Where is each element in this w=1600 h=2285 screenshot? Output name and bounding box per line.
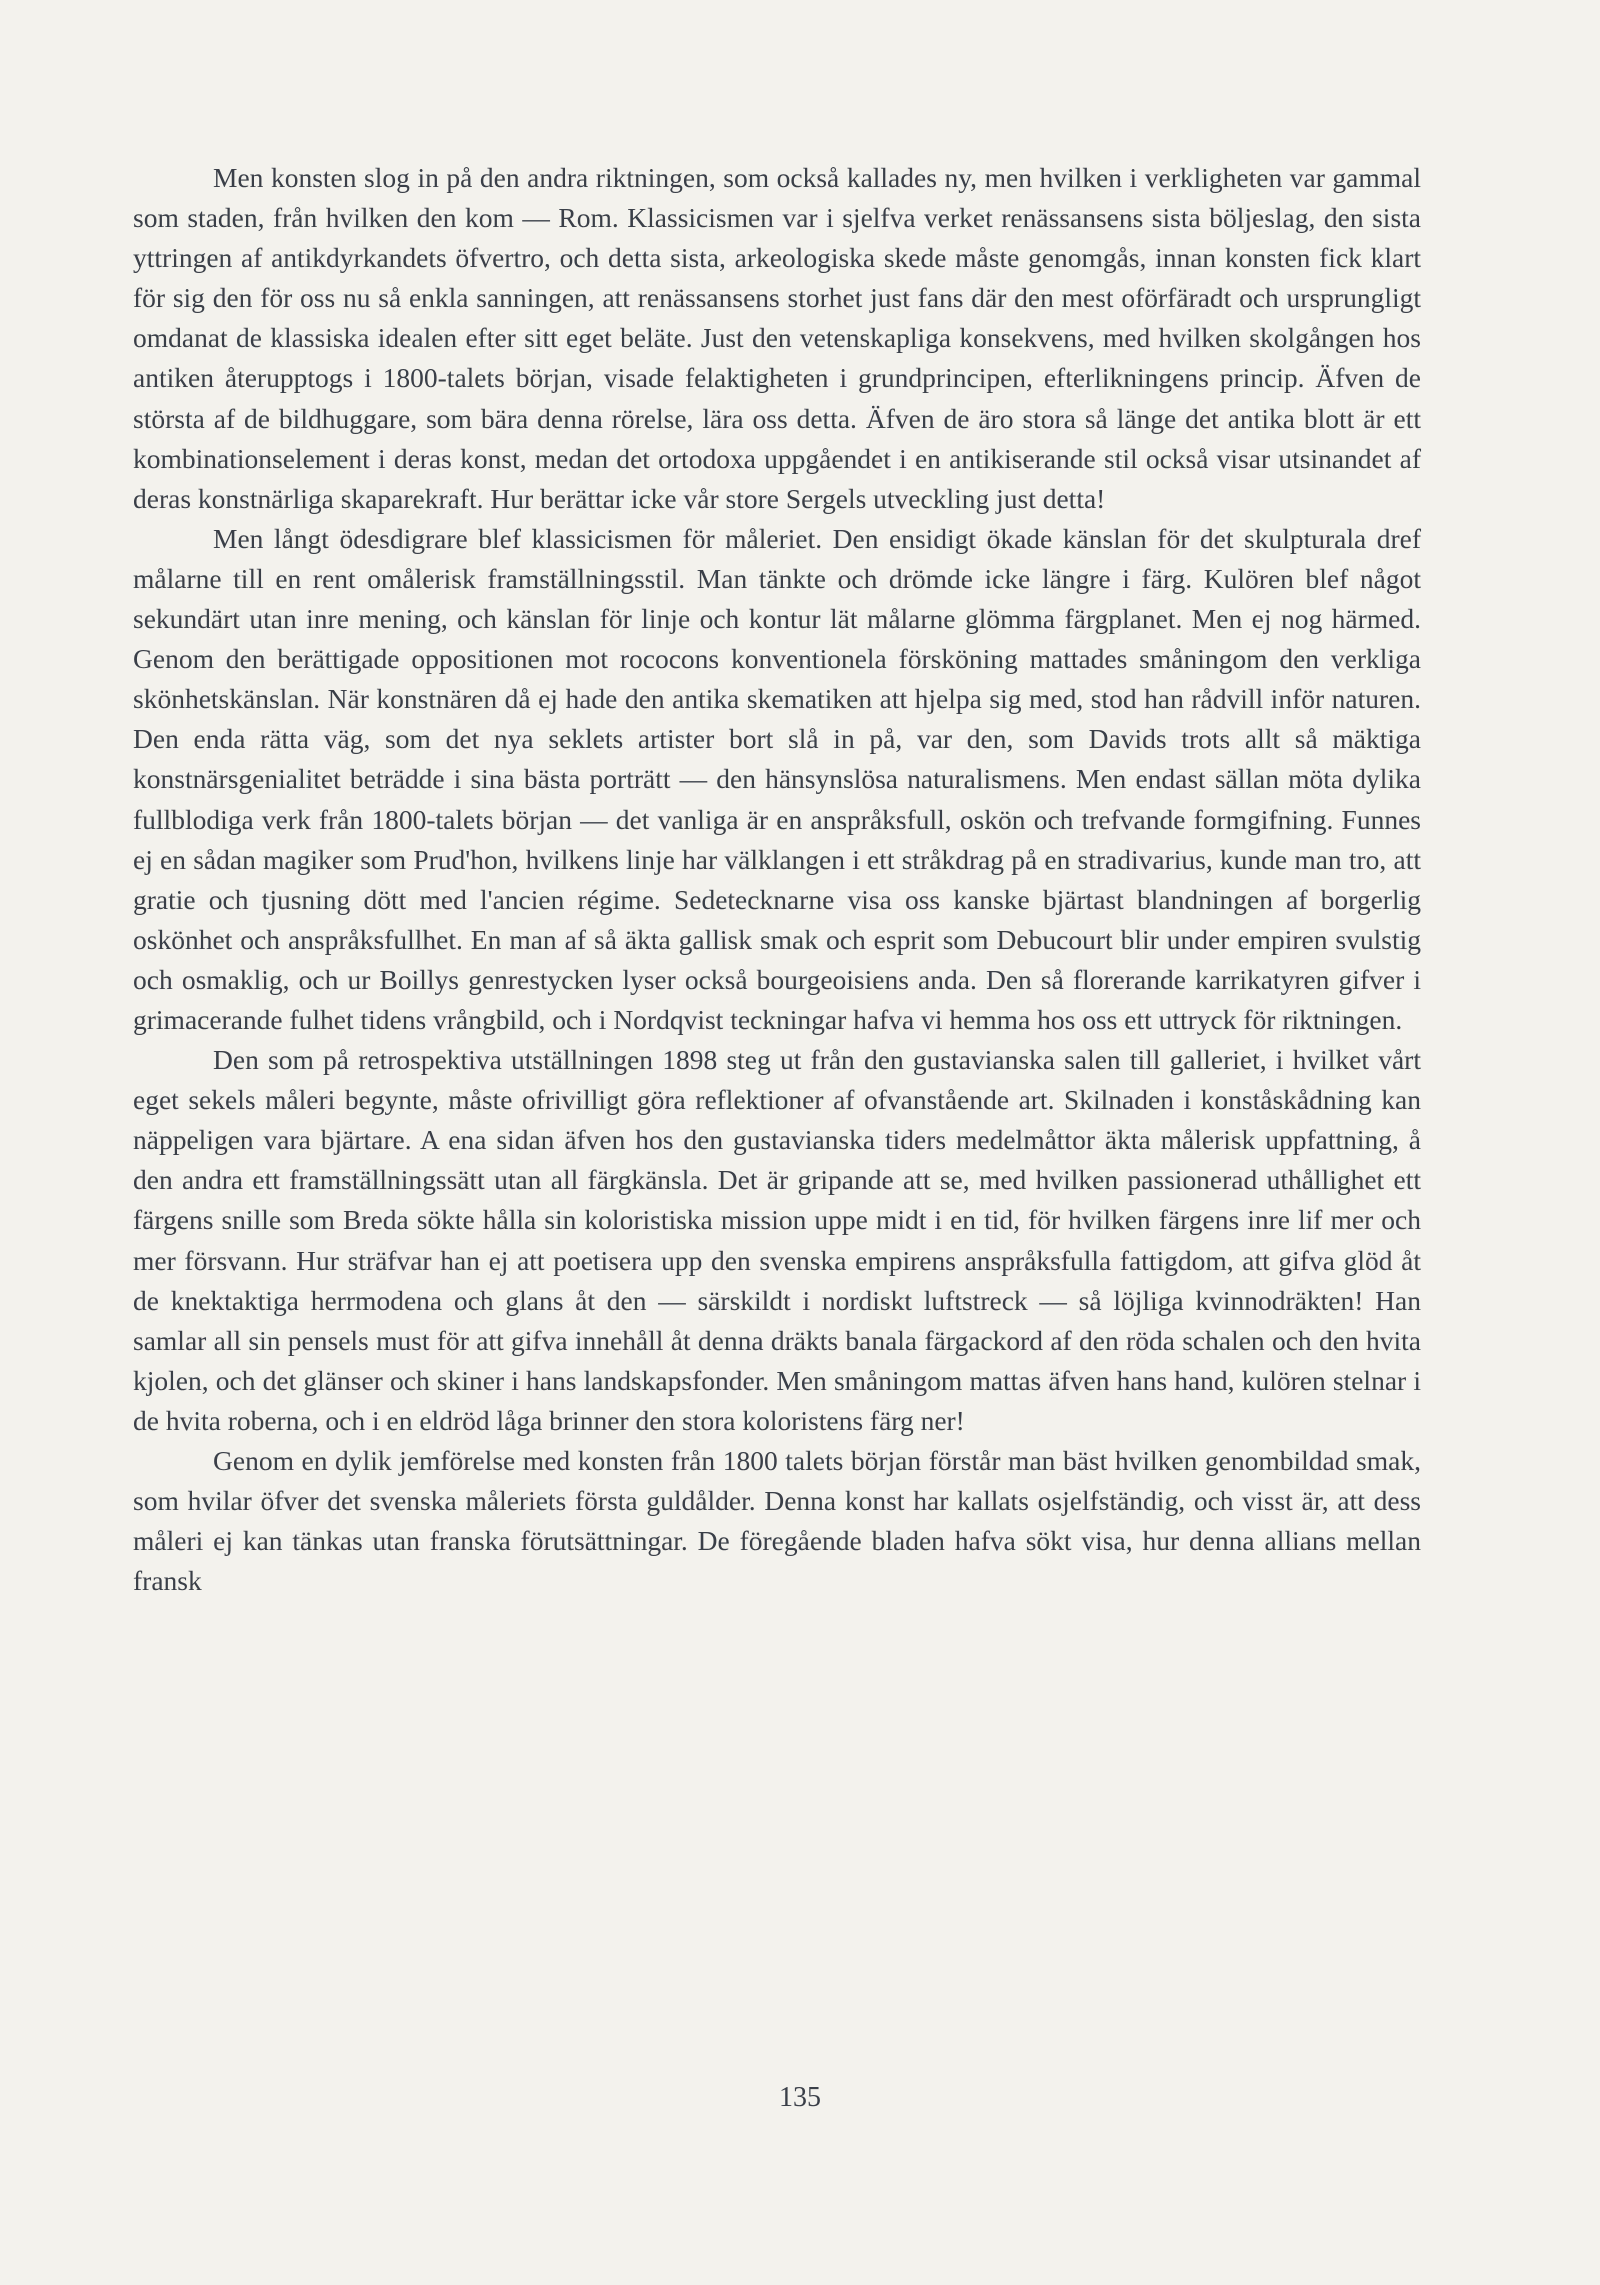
body-text bbox=[133, 158, 1421, 1601]
paragraph: Men långt ödesdigrare blef klassicismen för måleriet. Den ensidigt ökade känslan för det skulpturala dref målarne till en rent omålerisk framställningsstil. Man tänkte och drömde icke längre i färg. Kulören blef något sekundärt utan inre mening, och känslan för linje och kontur lät målarne glömma färgplanet. Men ej nog härmed. Genom den berättigade oppositionen mot rococons konventionela försköning mattades småningom den verkliga skönhetskänslan. När konstnären då ej hade den antika skematiken att hjelpa sig med, stod han rådvill inför naturen. Den enda rätta väg, som det nya seklets artister bort slå in på, var den, som Davids trots allt så mäktiga konstnärsgenialitet beträdde i sina bästa porträtt — den hänsynslösa naturalismens. Men endast sällan möta dylika fullblodiga verk från 1800-talets början — det vanliga är en anspråksfull, oskön och trefvande formgifning. Funnes ej en sådan magiker som Prud'hon, hvilkens linje har välklangen i ett stråkdrag på en stradivarius, kunde man tro, att gratie och tjusning dött med l'ancien régime. Sedetecknarne visa oss kanske bjärtast blandningen af borgerlig oskönhet och anspråksfullhet. En man af så äkta gallisk smak och esprit som Debucourt blir under empiren svulstig och osmaklig, och ur Boillys genrestycken lyser också bourgeoisiens anda. Den så florerande karrikatyren gifver i grimacerande fulhet tidens vrångbild, och i Nordqvist teckningar hafva vi hemma hos oss ett uttryck för riktningen. bbox=[133, 522, 1421, 1035]
paragraph: Genom en dylik jemförelse med konsten från 1800 talets början förstår man bäst hvilken genombildad smak, som hvilar öfver det svenska måleriets första guldålder. Denna konst har kallats osjelfständig, och visst är, att dess måleri ej kan tänkas utan franska förutsättningar. De föregående bladen hafva sökt visa, hur denna allians mellan fransk bbox=[133, 1445, 1421, 1597]
paragraph: Men konsten slog in på den andra riktningen, som också kallades ny, men hvilken i verkligheten var gammal som staden, från hvilken den kom — Rom. Klassicismen var i sjelfva verket renässansens sista böljeslag, den sista yttringen af antikdyrkandets öfvertro, och detta sista, arkeologiska skede måste genomgås, innan konsten fick klart för sig den för oss nu så enkla sanningen, att renässansens storhet just fans där den mest oförfäradt och ursprungligt omdanat de klassiska idealen efter sitt eget beläte. Just den vetenskapliga konsekvens, med hvilken skolgången hos antiken återupptogs i 1800-talets början, visade felaktigheten i grundprincipen, efterlikningens princip. Äfven de största af de bildhuggare, som bära denna rörelse, lära oss detta. Äfven de äro stora så länge det antika blott är ett kombinationselement i deras konst, medan det ortodoxa uppgåendet i en antikiserande stil också visar utsinandet af deras konstnärliga skaparekraft. Hur berättar icke vår store Sergels utveckling just detta! bbox=[133, 162, 1421, 514]
paragraph: Den som på retrospektiva utställningen 1898 steg ut från den gustavianska salen till galleriet, i hvilket vårt eget sekels måleri begynte, måste ofrivilligt göra reflektioner af ofvanstående art. Skilnaden i konståskådning kan näppeligen vara bjärtare. A ena sidan äfven hos den gustavianska tiders medelmåttor äkta målerisk uppfattning, å den andra ett framställningssätt utan all färgkänsla. Det är gripande att se, med hvilken passionerad uthållighet ett färgens snille som Breda sökte hålla sin koloristiska mission uppe midt i en tid, för hvilken färgens inre lif mer och mer försvann. Hur sträfvar han ej att poetisera upp den svenska empirens anspråksfulla fattigdom, att gifva glöd åt de knektaktiga herrmodena och glans åt den — särskildt i nordiskt luftstreck — så löjliga kvinnodräkten! Han samlar all sin pensels must för att gifva innehåll åt denna dräkts banala färgackord af den röda schalen och den hvita kjolen, och det glänser och skiner i hans landskapsfonder. Men småningom mattas äfven hans hand, kulören stelnar i de hvita roberna, och i en eldröd låga brinner den stora koloristens färg ner! bbox=[133, 1044, 1421, 1436]
page-number: 135 bbox=[779, 2082, 821, 2113]
